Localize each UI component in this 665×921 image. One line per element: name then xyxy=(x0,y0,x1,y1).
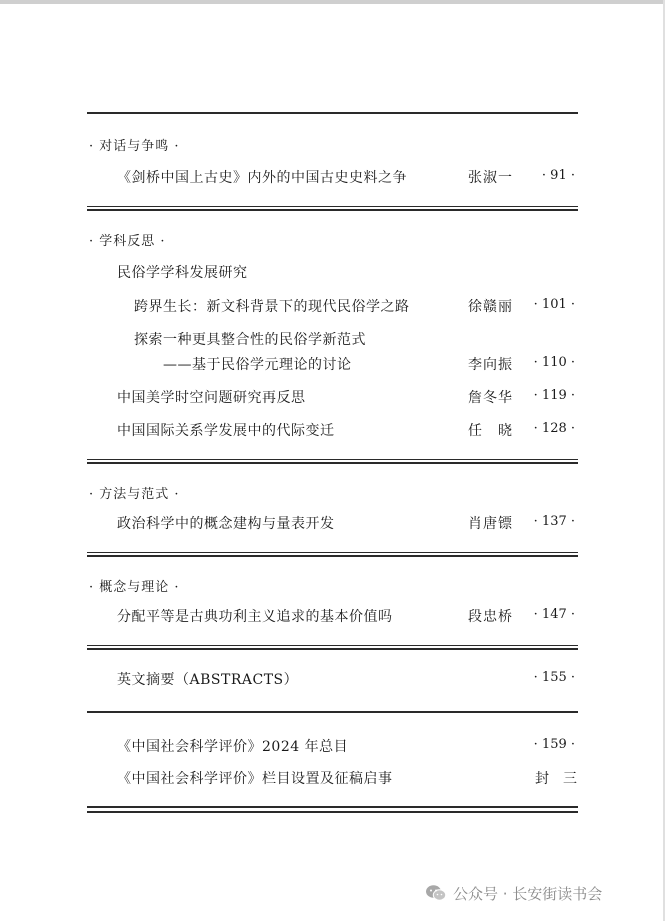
section-title-concepts: · 概念与理论 · xyxy=(89,580,180,595)
entry-title: 分配平等是古典功利主义追求的基本价值吗 xyxy=(117,609,393,625)
toc-entry-abstracts[interactable] xyxy=(0,669,665,691)
entry-title: 中国国际关系学发展中的代际变迁 xyxy=(117,423,335,439)
entry-author: 肖唐镖 xyxy=(468,516,513,532)
toc-entry[interactable] xyxy=(0,768,665,790)
section-title-reflection: · 学科反思 · xyxy=(89,234,166,249)
entry-page: · 91 · xyxy=(541,168,575,183)
entry-title: 《中国社会科学评价》2024 年总目 xyxy=(117,739,349,755)
entry-page: · 110 · xyxy=(533,355,575,370)
toc-entry[interactable] xyxy=(0,296,665,318)
section-title-methods: · 方法与范式 · xyxy=(89,487,180,502)
entry-page: · 159 · xyxy=(533,737,575,752)
toc-entry[interactable] xyxy=(0,736,665,758)
entry-title: 跨界生长：新文科背景下的现代民俗学之路 xyxy=(134,299,410,315)
section-divider xyxy=(87,711,578,713)
entry-author: 李向振 xyxy=(468,357,513,373)
wechat-icon xyxy=(425,884,447,902)
abstracts-title: 英文摘要（ABSTRACTS） xyxy=(117,672,299,688)
entry-title: 探索一种更具整合性的民俗学新范式 xyxy=(134,332,366,348)
entry-author: 詹冬华 xyxy=(468,390,513,406)
entry-title: 《剑桥中国上古史》内外的中国古史史料之争 xyxy=(117,170,407,186)
entry-title: 《中国社会科学评价》栏目设置及征稿启事 xyxy=(117,771,393,787)
entry-author: 段忠桥 xyxy=(468,609,513,625)
entry-page: · 147 · xyxy=(533,607,575,622)
entry-page: · 119 · xyxy=(533,388,575,403)
top-rule xyxy=(87,112,578,114)
bottom-rule xyxy=(87,806,578,813)
top-border xyxy=(0,0,665,4)
entry-title: 中国美学时空问题研究再反思 xyxy=(117,390,306,406)
entry-title: 政治科学中的概念建构与量表开发 xyxy=(117,516,335,532)
section-title-dialogue: · 对话与争鸣 · xyxy=(89,139,180,154)
entry-page: 封 三 xyxy=(535,771,577,787)
abstracts-page: · 155 · xyxy=(533,670,575,685)
watermark xyxy=(425,882,602,904)
entry-page: · 137 · xyxy=(533,514,575,529)
entry-author: 张淑一 xyxy=(468,170,513,186)
section-divider xyxy=(87,645,578,650)
entry-page: · 128 · xyxy=(533,421,575,436)
watermark-text: 公众号 · 长安街读书会 xyxy=(453,884,603,903)
toc-entry[interactable] xyxy=(0,354,665,376)
toc-entry-title-line[interactable] xyxy=(0,329,665,351)
section-divider xyxy=(87,552,578,557)
section-subheading: 民俗学学科发展研究 xyxy=(117,265,248,281)
toc-entry[interactable] xyxy=(0,606,665,628)
entry-author: 任 晓 xyxy=(468,423,513,439)
entry-page: · 101 · xyxy=(533,297,575,312)
toc-entry[interactable] xyxy=(0,513,665,535)
entry-subtitle: ——基于民俗学元理论的讨论 xyxy=(163,357,352,373)
toc-entry[interactable] xyxy=(0,420,665,442)
toc-entry[interactable] xyxy=(0,167,665,189)
subheading-row xyxy=(0,262,665,284)
toc-entry[interactable] xyxy=(0,387,665,409)
entry-author: 徐赣丽 xyxy=(468,299,513,315)
section-divider xyxy=(87,459,578,464)
section-divider xyxy=(87,206,578,211)
